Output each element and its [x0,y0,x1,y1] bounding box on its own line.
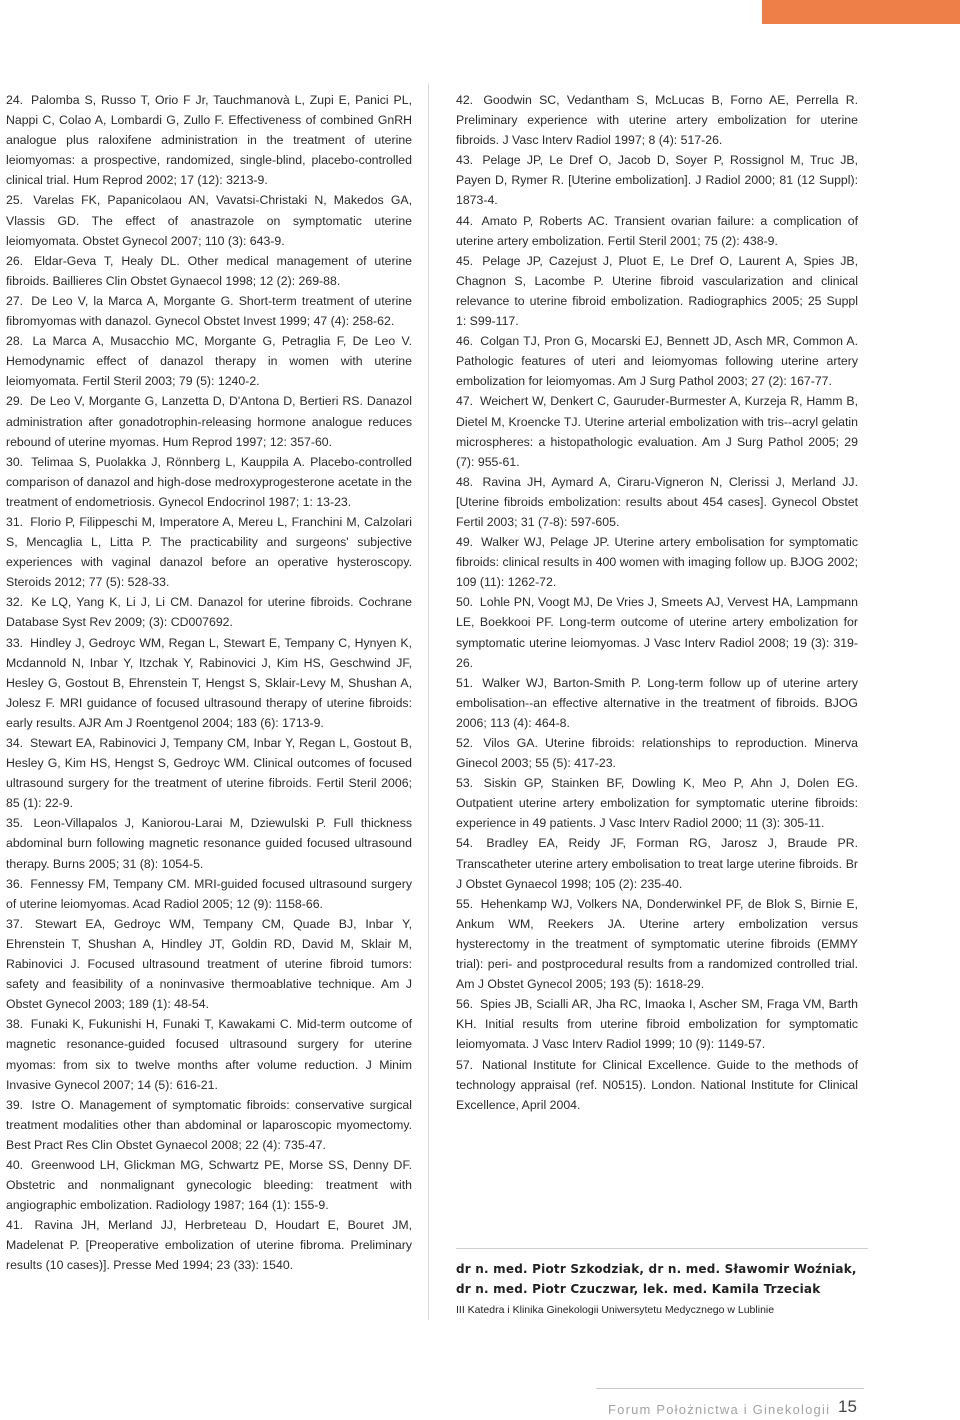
reference-item [456,773,858,833]
reference-item [6,633,412,733]
reference-text: Walker WJ, Pelage JP. Uterine artery embolisation for symptomatic fibroids: clinical results in 400 women with imaging follow up. BJOG 2002; 109 (11): 1262-72. [456,535,858,590]
author-affiliation: III Katedra i Klinika Ginekologii Uniwersytetu Medycznego w Lublinie [456,1304,775,1316]
reference-item [6,251,412,291]
reference-item [6,331,412,391]
reference-item [456,532,858,592]
reference-number: 57. [456,1057,474,1072]
reference-item [456,894,858,994]
reference-number: 46. [456,334,474,349]
reference-item [6,1014,412,1094]
reference-item [456,150,858,210]
author-names-line-1: dr n. med. Piotr Szkodziak, dr n. med. Sławomir Woźniak, [456,1262,857,1276]
reference-item [6,291,412,331]
reference-text: De Leo V, Morgante G, Lanzetta D, D'Antona D, Bertieri RS. Danazol administration after gonadotrophin-releasing hormone analogue reduces rebound of uterine myomas. Hum Reprod 1997; 12: 357-60. [6,394,412,449]
reference-text: Pelage JP, Le Dref O, Jacob D, Soyer P, Rossignol M, Truc JB, Payen D, Rymer R. [Uterine embolization]. J Radiol 2000; 81 (12 Suppl): 1873-4. [456,153,859,208]
reference-number: 33. [6,635,24,650]
reference-number: 25. [6,193,24,208]
reference-text: Goodwin SC, Vedantham S, McLucas B, Forno AE, Perrella R. Preliminary experience with uterine artery embolization for uterine fibroids. J Vasc Interv Radiol 1997; 8 (4): 517-26. [456,93,859,148]
reference-text: Pelage JP, Cazejust J, Pluot E, Le Dref O, Laurent A, Spies JB, Chagnon S, Lacombe P. Uterine fibroid vascularization and clinical relevance to uterine fibroid embolization. Radiographics 2005; 25 Suppl 1: S99-117. [456,253,858,329]
reference-text: Stewart EA, Gedroyc WM, Tempany CM, Quade BJ, Inbar Y, Ehrenstein T, Shushan A, Hindley JT, Goldin RD, David M, Sklair M, Rabinovici J. Focused ultrasound treatment of uterine fibroid tumors: safety and feasibility of a noninvasive thermoablative technique. Am J Obstet Gynecol 2003; 189 (1): 48-54. [6,916,412,1012]
reference-item [6,190,412,250]
reference-text: Amato P, Roberts AC. Transient ovarian failure: a complication of uterine artery embolization. Fertil Steril 2001; 75 (2): 438-9. [456,213,858,248]
reference-number: 35. [6,816,24,831]
journal-name: Forum Położnictwa i Ginekologii [608,1402,831,1417]
reference-number: 36. [6,876,24,891]
reference-number: 47. [456,394,474,409]
reference-number: 31. [6,514,24,529]
reference-number: 28. [6,334,24,349]
reference-text: Weichert W, Denkert C, Gauruder-Burmester A, Kurzeja R, Hamm B, Dietel M, Kroencke TJ. Uterine arterial embolization with tris--acryl gelatin microspheres: a histopathologic evaluation. Am J Surg Pathol 2005; 29 (7): 955-61. [456,394,858,469]
reference-text: Vilos GA. Uterine fibroids: relationships to reproduction. Minerva Ginecol 2003; 55 (5): 417-23. [456,736,858,771]
reference-text: Bradley EA, Reidy JF, Forman RG, Jarosz J, Braude PR. Transcatheter uterine artery embolisation to treat large uterine fibroids. Br J Obstet Gynaecol 1998; 105 (2): 235-40. [456,836,859,891]
reference-text: Ravina JH, Merland JJ, Herbreteau D, Houdart E, Bouret JM, Madelenat P. [Preoperative embolization of uterine fibroma. Preliminary results (10 cases)]. Presse Med 1994; 23 (33): 1540. [6,1218,412,1273]
reference-item [456,331,858,391]
reference-item [6,733,412,813]
reference-text: Telimaa S, Puolakka J, Rönnberg L, Kauppila A. Placebo-controlled comparison of danazol and high-dose medroxyprogesterone acetate in the treatment of endometriosis. Gynecol Endocrinol 1987; 1: 13-23. [6,454,413,509]
header-accent-bar [762,0,960,24]
reference-text: Funaki K, Fukunishi H, Funaki T, Kawakami C. Mid-term outcome of magnetic resonance-guided focused ultrasound surgery for uterine myomas: from six to twelve months after volume reduction. J Minim Invasive Gynecol 2007; 14 (5): 616-21. [6,1017,413,1092]
reference-item [456,391,858,471]
page-number: 15 [838,1397,857,1416]
author-names-line-2: dr n. med. Piotr Czuczwar, lek. med. Kamila Trzeciak [456,1282,821,1296]
reference-number: 49. [456,535,474,550]
reference-item [456,833,858,893]
reference-item [6,592,412,632]
reference-number: 24. [6,93,24,107]
reference-number: 44. [456,213,474,228]
reference-item [6,813,412,873]
reference-number: 34. [6,736,24,750]
reference-list-right [456,90,858,1115]
reference-item [456,251,858,331]
reference-number: 42. [456,93,474,107]
reference-item [6,391,412,451]
reference-item [456,592,858,672]
reference-text: Eldar-Geva T, Healy DL. Other medical management of uterine fibroids. Baillieres Clin Obstet Gynaecol 1998; 12 (2): 269-88. [6,253,412,288]
reference-item [456,90,858,150]
reference-item [6,1215,412,1275]
reference-text: Istre O. Management of symptomatic fibroids: conservative surgical treatment modalities other than abdominal or laparoscopic myomectomy. Best Pract Res Clin Obstet Gynaecol 2008; 22 (4): 735-47. [6,1097,412,1152]
reference-item [6,914,412,1014]
reference-number: 51. [456,675,474,690]
reference-text: National Institute for Clinical Excellence. Guide to the methods of technology appraisal (ref. N0515). London. National Institute for Clinical Excellence, April 2004. [456,1057,858,1112]
reference-item [6,1155,412,1215]
reference-number: 30. [6,454,24,469]
reference-text: De Leo V, la Marca A, Morgante G. Short-term treatment of uterine fibromyomas with danazol. Gynecol Obstet Invest 1999; 47 (4): 258-62. [6,293,412,329]
reference-number: 37. [6,916,24,931]
reference-item [456,673,858,733]
reference-text: Stewart EA, Rabinovici J, Tempany CM, Inbar Y, Regan L, Gostout B, Hesley G, Kim HS, Hengst S, Gedroyc WM. Clinical outcomes of focused ultrasound surgery for the treatment of uterine fibroids. Fertil Steril 2006; 85 (1): 22-9. [6,736,412,811]
reference-text: La Marca A, Musacchio MC, Morgante G, Petraglia F, De Leo V. Hemodynamic effect of danazol therapy in women with uterine leiomyomata. Fertil Steril 2003; 79 (5): 1240-2. [6,334,412,389]
reference-item [456,211,858,251]
reference-number: 40. [6,1157,24,1172]
author-block [456,1248,868,1318]
reference-number: 29. [6,394,24,409]
reference-text: Fennessy FM, Tempany CM. MRI-guided focused ultrasound surgery of uterine leiomyomas. Acad Radiol 2005; 12 (9): 1158-66. [6,876,412,911]
reference-number: 32. [6,595,24,610]
reference-number: 43. [456,153,474,168]
reference-number: 53. [456,776,474,791]
reference-number: 48. [456,474,474,489]
reference-item [456,733,858,773]
reference-number: 39. [6,1097,24,1112]
reference-number: 56. [456,997,474,1012]
reference-text: Leon-Villapalos J, Kaniorou-Larai M, Dziewulski P. Full thickness abdominal burn following magnetic resonance guided focused ultrasound therapy. Burns 2005; 31 (8): 1054-5. [6,816,412,871]
reference-number: 45. [456,253,474,268]
reference-item [456,994,858,1054]
reference-text: Palomba S, Russo T, Orio F Jr, Tauchmanovà L, Zupi E, Panici PL, Nappi C, Colao A, Lombardi G, Zullo F. Effectiveness of combined GnRH analogue plus raloxifene administration in the treatment of uterine leiomyomas: a prospective, randomized, single-blind, placebo-controlled clinical trial. Hum Reprod 2002; 17 (12): 3213-9. [6,93,412,188]
reference-number: 55. [456,896,474,911]
reference-number: 41. [6,1218,24,1233]
reference-text: Walker WJ, Barton-Smith P. Long-term follow up of uterine artery embolisation--an effective alternative in the treatment of fibroids. BJOG 2006; 113 (4): 464-8. [456,675,858,730]
reference-number: 52. [456,736,474,750]
reference-number: 54. [456,836,474,851]
reference-text: Ke LQ, Yang K, Li J, Li CM. Danazol for uterine fibroids. Cochrane Database Syst Rev 2009; (3): CD007692. [6,595,413,630]
reference-item [6,512,412,592]
reference-item [6,874,412,914]
reference-list-left [6,90,412,1276]
reference-item [6,1095,412,1155]
reference-text: Hindley J, Gedroyc WM, Regan L, Stewart E, Tempany C, Hynyen K, Mcdannold N, Inbar Y, Itzchak Y, Rabinovici J, Kim HS, Geschwind JF, Hesley G, Gostout B, Ehrenstein T, Hengst S, Sklair-Levy M, Shushan A, Jolesz F. MRI guidance of focused ultrasound therapy of uterine fibroids: early results. AJR Am J Roentgenol 2004; 183 (6): 1713-9. [6,635,412,730]
reference-text: Lohle PN, Voogt MJ, De Vries J, Smeets AJ, Vervest HA, Lampmann LE, Boekkooi PF. Long-term outcome of uterine artery embolization for symptomatic uterine leiomyomas. J Vasc Interv Radiol 2008; 19 (3): 319-26. [456,595,858,670]
reference-item [6,90,412,190]
reference-text: Florio P, Filippeschi M, Imperatore A, Mereu L, Franchini M, Calzolari S, Mencaglia L, Litta P. The practicability and surgeons' subjective experiences with vaginal danazol before an operative hysteroscopy. Steroids 2012; 77 (5): 528-33. [6,514,413,590]
reference-text: Greenwood LH, Glickman MG, Schwartz PE, Morse SS, Denny DF. Obstetric and nonmalignant gynecologic bleeding: treatment with angiographic embolization. Radiology 1987; 164 (1): 155-9. [6,1157,413,1213]
reference-item [6,452,412,512]
reference-number: 50. [456,595,474,610]
footer-rule [596,1388,864,1389]
reference-text: Hehenkamp WJ, Volkers NA, Donderwinkel PF, de Blok S, Birnie E, Ankum WM, Reekers JA. Uterine artery embolization versus hysterectomy in the treatment of symptomatic uterine fibroids (EMMY trial): peri- and postprocedural results from a randomized controlled trial. Am J Obstet Gynecol 2005; 193 (5): 1618-29. [456,896,858,992]
reference-number: 26. [6,253,24,268]
reference-number: 27. [6,293,24,308]
reference-text: Varelas FK, Papanicolaou AN, Vavatsi-Christaki N, Makedos GA, Vlassis GD. The effect of anastrazole on symptomatic uterine leiomyomata. Obstet Gynecol 2007; 110 (3): 643-9. [6,193,413,248]
reference-text: Spies JB, Scialli AR, Jha RC, Imaoka I, Ascher SM, Fraga VM, Barth KH. Initial results from uterine fibroid embolization for symptomatic leiomyomata. J Vasc Interv Radiol 1999; 10 (9): 1149-57. [456,997,858,1052]
reference-item [456,1055,858,1115]
references-column-right [456,90,858,1115]
reference-text: Ravina JH, Aymard A, Ciraru-Vigneron N, Clerissi J, Merland JJ. [Uterine fibroids embolization: results about 454 cases]. Gynecol Obstet Fertil 2003; 31 (7-8): 597-605. [456,474,858,529]
reference-item [456,472,858,532]
reference-number: 38. [6,1017,24,1032]
column-divider [428,84,429,1320]
reference-text: Colgan TJ, Pron G, Mocarski EJ, Bennett JD, Asch MR, Common A. Pathologic features of uteri and leiomyomas following uterine artery embolization for leiomyomas. Am J Surg Pathol 2003; 27 (2): 167-77. [456,334,858,389]
references-column-left [6,90,412,1276]
reference-text: Siskin GP, Stainken BF, Dowling K, Meo P, Ahn J, Dolen EG. Outpatient uterine artery embolization for symptomatic uterine fibroids: experience in 49 patients. J Vasc Interv Radiol 2000; 11 (3): 305-11. [456,776,858,831]
